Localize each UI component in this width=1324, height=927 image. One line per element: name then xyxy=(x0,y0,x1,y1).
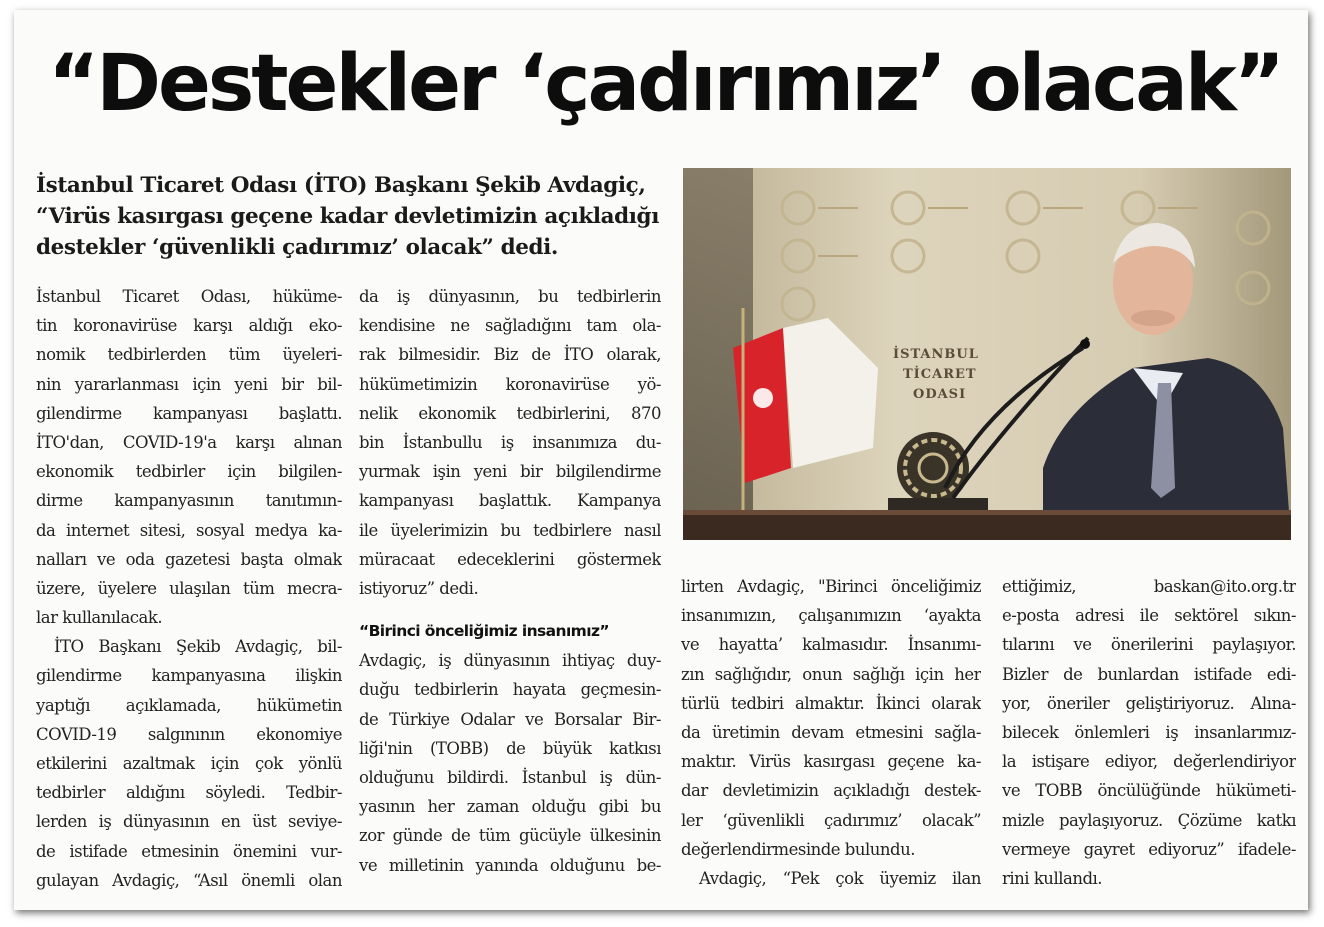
body-line: ve TOBB öncülüğünde hükümeti- xyxy=(1002,781,1296,801)
banner-text-line: TİCARET xyxy=(903,367,977,382)
body-line: ile üyelerimizin bu tedbirlere nasıl xyxy=(359,520,661,540)
body-line: rini kullandı. xyxy=(1002,868,1103,888)
deck-line: İstanbul Ticaret Odası (İTO) Başkanı Şekib Avdagiç, xyxy=(36,173,646,198)
body-line: e-posta adresi ile sektörel sıkın- xyxy=(1002,606,1296,626)
body-line: nomik tedbirlerden tüm üyeleri- xyxy=(36,345,342,365)
banner-text-line: İSTANBUL xyxy=(893,347,979,362)
body-line: bilecek önlemleri iş insanlarımız- xyxy=(1002,722,1296,742)
body-line: İTO Başkanı Şekib Avdagiç, bil- xyxy=(54,637,342,657)
headline: “Destekler ‘çadırımız’ olacak” xyxy=(47,39,1283,129)
deck-line: “Virüs kasırgası geçene kadar devletimizin açıkladığı xyxy=(36,204,659,229)
body-line: İstanbul Ticaret Odası, hüküme- xyxy=(36,287,342,306)
body-line: lirten Avdagiç, "Birinci önceliğimiz xyxy=(681,577,981,596)
body-line: tin koronavirüse karşı aldığı eko- xyxy=(36,316,342,336)
body-column-3 xyxy=(681,572,981,893)
banner-text-line: ODASI xyxy=(913,387,967,402)
body-line: ler ‘güvenlikli çadırımız’ olacak” xyxy=(681,810,981,830)
body-column-2 xyxy=(359,282,661,880)
subheading: “Birinci önceliğimiz insanımız” xyxy=(359,622,609,641)
body-line: lar kullanılacak. xyxy=(36,608,163,628)
body-line: duğu tedbirlerin hayata geçmesin- xyxy=(359,680,661,700)
body-line: zor günde de tüm gücüyle ülkesinin xyxy=(359,826,661,846)
body-line: nalları ve oda gazetesi başta olmak xyxy=(36,549,342,569)
body-line: tedbirler aldığını söyledi. Tedbir- xyxy=(36,783,342,803)
body-line: da üretimin devam etmesini sağla- xyxy=(681,722,981,742)
body-line: yasının her zaman olduğu gibi bu xyxy=(359,797,661,817)
body-line: olduğunu bildirdi. İstanbul iş dün- xyxy=(359,768,661,787)
body-line: Avdagiç, iş dünyasının ihtiyaç duy- xyxy=(359,651,661,671)
body-line: yurmak işin yeni bir bilgilendirme xyxy=(359,462,661,482)
body-line: istiyoruz” dedi. xyxy=(359,578,479,598)
body-line: liği'nin (TOBB) de büyük katkısı xyxy=(359,738,661,758)
body-line: zın sağlığıdır, onun sağlığı için her xyxy=(681,664,981,684)
body-line: türlü tedbiri almaktır. İkinci olarak xyxy=(681,693,981,713)
body-line: kendisine ne sağladığını tam ola- xyxy=(359,316,661,336)
body-line: yaptığı açıklamada, hükümetin xyxy=(36,695,342,715)
body-line: dar devletimizin açıkladığı destek- xyxy=(681,781,981,801)
body-line: müracaat edeceklerini göstermek xyxy=(359,549,661,569)
body-line: tılarını ve önerilerini paylaşıyor. xyxy=(1002,635,1296,655)
body-line: gilendirme kampanyası başlattı. xyxy=(36,403,342,423)
body-line: vermeye gayret ediyoruz” ifadele- xyxy=(1002,839,1296,859)
body-line: üzere, üyelere ulaşılan tüm mecra- xyxy=(36,578,342,598)
body-line: ettiğimiz, baskan@ito.org.tr xyxy=(1002,577,1296,596)
body-line: kampanyası başlattık. Kampanya xyxy=(359,491,661,511)
body-line: gilendirme kampanyasına ilişkin xyxy=(36,666,342,686)
body-line: lerden iş dünyasının en üst seviye- xyxy=(36,812,342,832)
body-line: ve hayatta’ kalmasıdır. İnsanımı- xyxy=(681,635,981,655)
article-photo xyxy=(683,168,1291,540)
newspaper-clipping xyxy=(14,10,1308,910)
body-line: yor, öneriler geliştiriyoruz. Alına- xyxy=(1002,693,1296,713)
body-line: bin İstanbullu iş insanımıza du- xyxy=(359,432,661,452)
body-line: değerlendirmesinde bulundu. xyxy=(681,839,915,859)
body-line: Bizler de bunlardan istifade edi- xyxy=(1002,664,1296,684)
body-line: insanımızın, çalışanımızın ‘ayakta xyxy=(681,606,981,626)
body-line: mizle paylaşıyoruz. Çözüme katkı xyxy=(1002,810,1296,830)
body-column-1 xyxy=(36,282,342,895)
body-line: İTO'dan, COVID-19'a karşı alınan xyxy=(36,432,342,452)
body-line: ve milletinin yanında olduğunu be- xyxy=(359,855,661,875)
body-line: da iş dünyasının, bu tedbirlerin xyxy=(359,287,661,306)
deck xyxy=(36,170,681,263)
deck-line: destekler ‘güvenlikli çadırımız’ olacak” dedi. xyxy=(36,235,559,260)
body-line: COVID-19 salgınının ekonomiye xyxy=(36,724,342,744)
body-line: nin yararlanması için yeni bir bil- xyxy=(36,374,342,394)
body-line: ekonomik tedbirler için bilgilen- xyxy=(36,462,342,482)
body-column-4 xyxy=(1002,572,1296,893)
body-line: de istifade etmesinin önemini vur- xyxy=(36,841,342,861)
body-line: hükümetimizin koronavirüse yö- xyxy=(359,374,661,394)
body-line: maktır. Virüs kasırgası geçene ka- xyxy=(681,752,981,772)
body-line: dirme kampanyasının tanıtımın- xyxy=(36,491,342,511)
body-line: de Türkiye Odalar ve Borsalar Bir- xyxy=(359,709,661,729)
body-line: etkilerini azaltmak için çok yönlü xyxy=(36,754,342,773)
speaker-photo-graphic xyxy=(683,168,1291,540)
body-line: rak bilmesidir. Biz de İTO olarak, xyxy=(359,345,661,365)
body-line: da internet sitesi, sosyal medya ka- xyxy=(36,520,342,540)
body-line: la istişare ediyor, değerlendiriyor xyxy=(1002,752,1296,772)
body-line: nelik ekonomik tedbirlerini, 870 xyxy=(359,403,661,423)
body-line: Avdagiç, “Pek çok üyemiz ilan xyxy=(699,868,981,888)
body-line: gulayan Avdagiç, “Asıl önemli olan xyxy=(36,870,342,890)
